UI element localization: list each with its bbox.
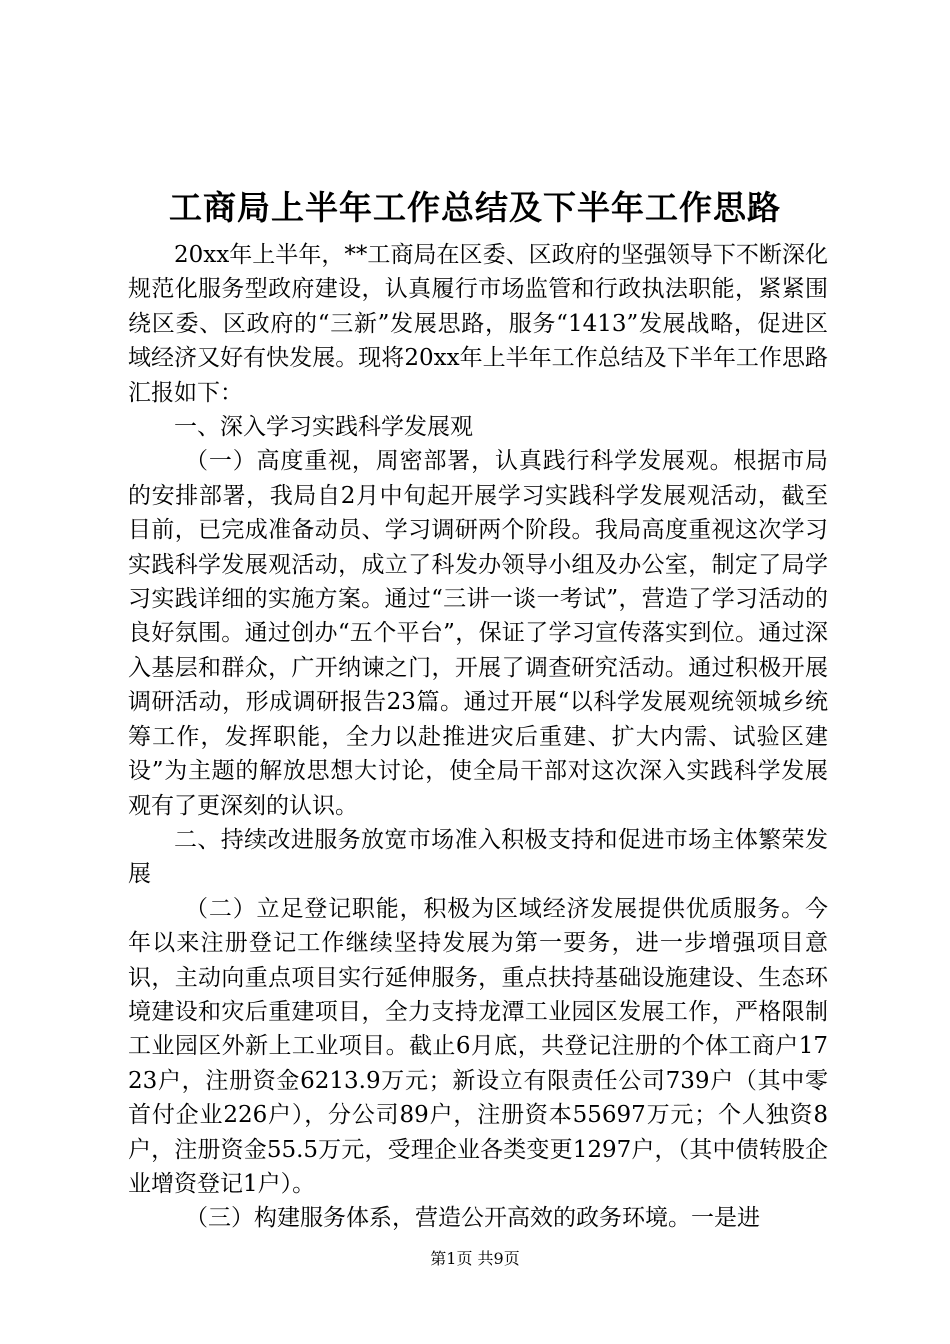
section-heading-2: 二、持续改进服务放宽市场准入积极支持和促进市场主体繁荣发展 [128, 826, 828, 888]
document-body [128, 238, 828, 1236]
page-number-footer: 第1页 共9页 [430, 1249, 520, 1268]
section-heading-1: 一、深入学习实践科学发展观 [174, 414, 473, 441]
subsection-paragraph-1: （一）高度重视，周密部署，认真践行科学发展观。根据市局的安排部署，我局自2月中旬起开展学习实践科学发展观活动，截至目前，已完成准备动员、学习调研两个阶段。我局高度重视这次学习实践科学发展观活动，成立了科发办领导小组及办公室，制定了局学习实践详细的实施方案。通过“三讲一谈一考试”，营造了学习活动的良好氛围。通过创办“五个平台”，保证了学习宣传落实到位。通过深入基层和群众，广开纳谏之门，开展了调查研究活动。通过积极开展调研活动，形成调研报告23篇。通过开展“以科学发展观统领城乡统筹工作，发挥职能，全力以赴推进灾后重建、扩大内需、试验区建设”为主题的解放思想大讨论，使全局干部对这次深入实践科学发展观有了更深刻的认识。 [128, 448, 828, 819]
intro-paragraph: 20xx年上半年，**工商局在区委、区政府的坚强领导下不断深化规范化服务型政府建设，认真履行市场监管和行政执法职能，紧紧围绕区委、区政府的“三新”发展思路，服务“1413”发展战略，促进区域经济又好有快发展。现将20xx年上半年工作总结及下半年工作思路汇报如下： [128, 242, 828, 406]
subsection-paragraph-2: （二）立足登记职能，积极为区域经济发展提供优质服务。今年以来注册登记工作继续坚持发展为第一要务，进一步增强项目意识，主动向重点项目实行延伸服务，重点扶持基础设施建设、生态环境建设和灾后重建项目，全力支持龙潭工业园区发展工作，严格限制工业园区外新上工业项目。截止6月底，共登记注册的个体工商户1723户，注册资金6213.9万元；新设立有限责任公司739户（其中零首付企业226户），分公司89户，注册资本55697万元；个人独资8户，注册资金55.5万元，受理企业各类变更1297户，（其中债转股企业增资登记1户）。 [128, 895, 828, 1197]
document-title: 工商局上半年工作总结及下半年工作思路 [169, 188, 781, 227]
subsection-paragraph-3: （三）构建服务体系，营造公开高效的政务环境。一是进 [185, 1205, 760, 1232]
